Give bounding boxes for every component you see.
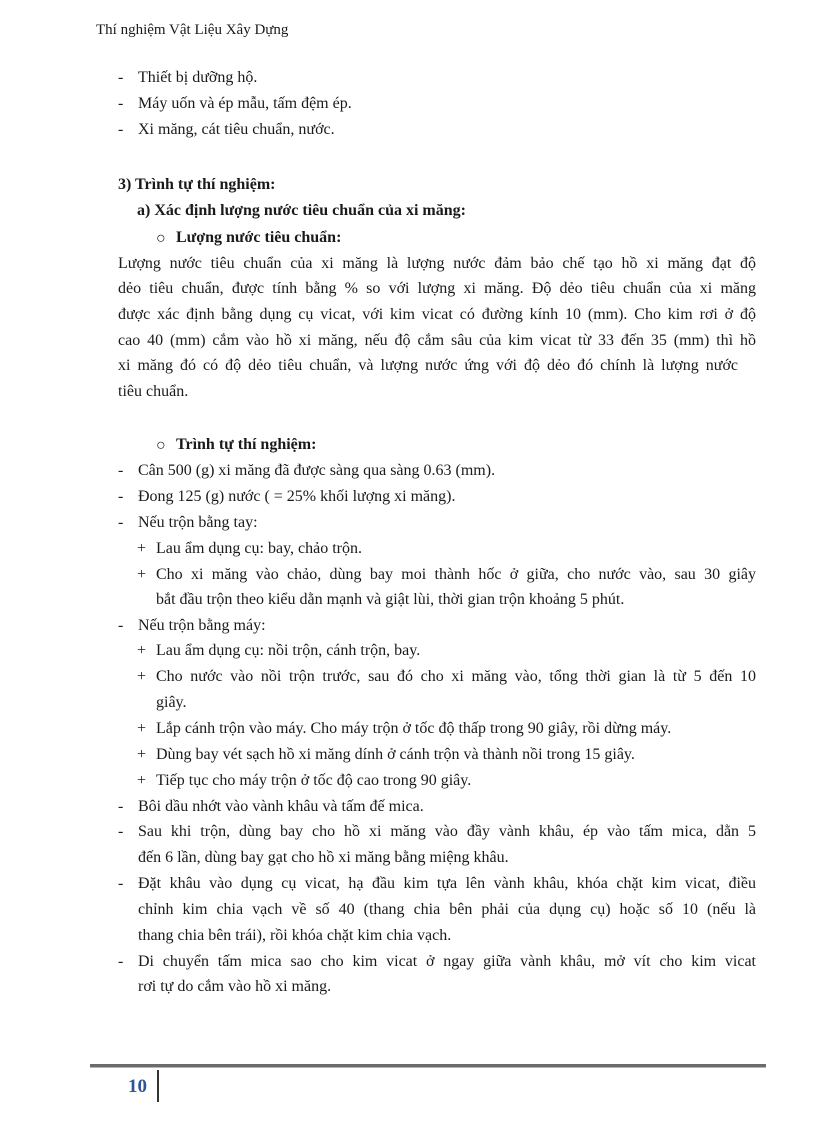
paragraph-line: Lượng nước tiêu chuẩn của xi măng là lượng nước đảm bảo chế tạo hồ xi măng đạt độ <box>118 255 756 272</box>
subsection-title: a) Xác định lượng nước tiêu chuẩn của xi măng: <box>137 202 466 219</box>
step-item: Sau khi trộn, dùng bay cho hồ xi măng vào đầy vành khâu, ép vào tấm mica, dằn 5 <box>138 823 756 840</box>
sub-step-item: Cho nước vào nồi trộn trước, sau đó cho xi măng vào, tổng thời gian là từ 5 đến 10 <box>156 668 756 685</box>
paragraph-line: dẻo tiêu chuẩn, được tính bằng % so với lượng xi măng. Độ dẻo tiêu chuẩn của xi măng <box>118 280 756 297</box>
circle-bullet-icon: ○ <box>156 437 166 454</box>
step-item: Đặt khâu vào dụng cụ vicat, hạ đầu kim tựa lên vành khâu, khóa chặt kim vicat, điều <box>138 875 756 892</box>
circle-bullet-icon: ○ <box>156 230 166 247</box>
sub-step-item: Lau ẩm dụng cụ: bay, chảo trộn. <box>156 540 363 557</box>
sub-step-item: Lau ẩm dụng cụ: nồi trộn, cánh trộn, bay. <box>156 642 421 659</box>
step-continuation: thang chia bên trái), rồi khóa chặt kim chia vạch. <box>138 927 452 944</box>
bullet-heading: Trình tự thí nghiệm: <box>176 436 317 453</box>
paragraph-line: cao 40 (mm) cắm vào hồ xi măng, nếu độ cắm sâu của kim vicat từ 33 đến 35 (mm) thì hồ <box>118 332 756 349</box>
sub-step-continuation: giây. <box>156 694 187 711</box>
dash-marker: - <box>118 798 124 815</box>
step-item: Nếu trộn bằng máy: <box>138 617 266 634</box>
bullet-heading: Lượng nước tiêu chuẩn: <box>176 229 342 246</box>
sub-step-item: Dùng bay vét sạch hồ xi măng dính ở cánh trộn và thành nồi trong 15 giây. <box>156 746 635 763</box>
dash-marker: - <box>118 462 124 479</box>
dash-marker: - <box>118 95 124 112</box>
step-item: Cân 500 (g) xi măng đã được sàng qua sàng 0.63 (mm). <box>138 462 496 479</box>
step-continuation: đến 6 lần, dùng bay gạt cho hồ xi măng bằng miệng khâu. <box>138 849 509 866</box>
step-item: Đong 125 (g) nước ( = 25% khối lượng xi măng). <box>138 488 456 505</box>
paragraph-line: tiêu chuẩn. <box>118 383 189 400</box>
list-item: Máy uốn và ép mẫu, tấm đệm ép. <box>138 95 352 112</box>
plus-marker: + <box>137 772 147 789</box>
section-title: 3) Trình tự thí nghiệm: <box>118 176 276 193</box>
step-continuation: rơi tự do cắm vào hồ xi măng. <box>138 978 332 995</box>
paragraph-line: xi măng đó có độ dẻo tiêu chuẩn, và lượng nước ứng với độ dẻo đó chính là lượng nước <box>118 357 738 374</box>
plus-marker: + <box>137 540 147 557</box>
plus-marker: + <box>137 642 147 659</box>
step-item: Di chuyển tấm mica sao cho kim vicat ở ngay giữa vành khâu, mở vít cho kim vicat <box>138 953 756 970</box>
dash-marker: - <box>118 953 124 970</box>
dash-marker: - <box>118 488 124 505</box>
dash-marker: - <box>118 514 124 531</box>
list-item: Xi măng, cát tiêu chuẩn, nước. <box>138 121 335 138</box>
dash-marker: - <box>118 823 124 840</box>
sub-step-item: Tiếp tục cho máy trộn ở tốc độ cao trong 90 giây. <box>156 772 472 789</box>
plus-marker: + <box>137 668 147 685</box>
dash-marker: - <box>118 121 124 138</box>
plus-marker: + <box>137 720 147 737</box>
paragraph-line: được xác định bằng dụng cụ vicat, với kim vicat có đường kính 10 (mm). Cho kim rơi ở độ <box>118 306 756 323</box>
sub-step-continuation: bắt đầu trộn theo kiểu dằn mạnh và giật lùi, thời gian trộn khoảng 5 phút. <box>156 591 625 608</box>
sub-step-item: Lắp cánh trộn vào máy. Cho máy trộn ở tốc độ thấp trong 90 giây, rồi dừng máy. <box>156 720 672 737</box>
footer-rule <box>90 1064 766 1068</box>
list-item: Thiết bị dưỡng hộ. <box>138 69 258 86</box>
dash-marker: - <box>118 617 124 634</box>
dash-marker: - <box>118 69 124 86</box>
page-number: 10 <box>128 1076 147 1097</box>
step-continuation: chỉnh kim chia vạch về số 40 (thang chia bên phải của dụng cụ) hoặc số 10 (nếu là <box>138 901 756 918</box>
step-item: Bôi dầu nhớt vào vành khâu và tấm đế mica. <box>138 798 424 815</box>
plus-marker: + <box>137 746 147 763</box>
sub-step-item: Cho xi măng vào chảo, dùng bay moi thành hốc ở giữa, cho nước vào, sau 30 giây <box>156 566 756 583</box>
page-number-separator <box>157 1070 159 1102</box>
plus-marker: + <box>137 566 147 583</box>
page-header: Thí nghiệm Vật Liệu Xây Dựng <box>96 22 289 38</box>
dash-marker: - <box>118 875 124 892</box>
step-item: Nếu trộn bằng tay: <box>138 514 258 531</box>
